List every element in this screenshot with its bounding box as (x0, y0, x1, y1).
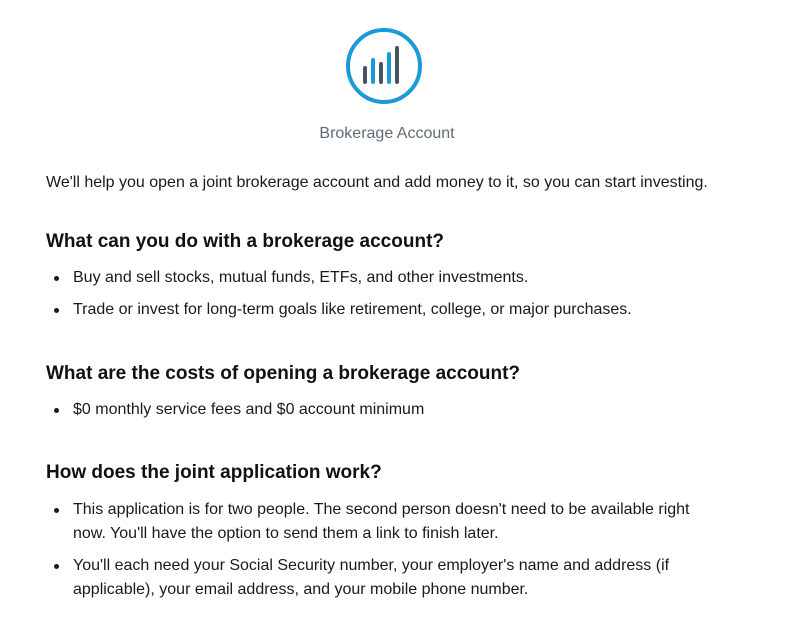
list-item-text: Buy and sell stocks, mutual funds, ETFs, and other investments. (73, 269, 529, 286)
bullet-list-what-can-you-do (46, 266, 726, 330)
list-item-text: Trade or invest for long-term goals like retirement, college, or major purchases. (73, 301, 632, 318)
list-item (46, 498, 726, 546)
list-item-text: You'll each need your Social Security number, your employer's name and address (if applicable), your email address, and your mobile phone number. (73, 557, 670, 598)
bullet-dot (54, 276, 59, 281)
section-heading-what-can-you-do: What can you do with a brokerage account? (46, 231, 444, 252)
list-item (46, 398, 726, 422)
list-item (46, 554, 726, 602)
list-item-text: $0 monthly service fees and $0 account minimum (73, 401, 425, 418)
list-item (46, 266, 726, 290)
account-type-label: Brokerage Account (319, 125, 455, 142)
bullet-dot (54, 308, 59, 313)
intro-text: We'll help you open a joint brokerage account and add money to it, so you can start investing. (46, 174, 708, 191)
bullet-dot (54, 564, 59, 569)
list-item (46, 298, 726, 322)
bullet-list-costs (46, 398, 726, 430)
bar-chart-circle-icon (345, 27, 423, 105)
bullet-dot (54, 508, 59, 513)
bullet-dot (54, 408, 59, 413)
section-heading-costs: What are the costs of opening a brokerage account? (46, 363, 521, 384)
list-item-text: This application is for two people. The second person doesn't need to be available right now. You'll have the option to send them a link to finish later. (73, 501, 690, 542)
bullet-list-joint-application (46, 498, 726, 610)
section-heading-joint-application: How does the joint application work? (46, 462, 382, 483)
